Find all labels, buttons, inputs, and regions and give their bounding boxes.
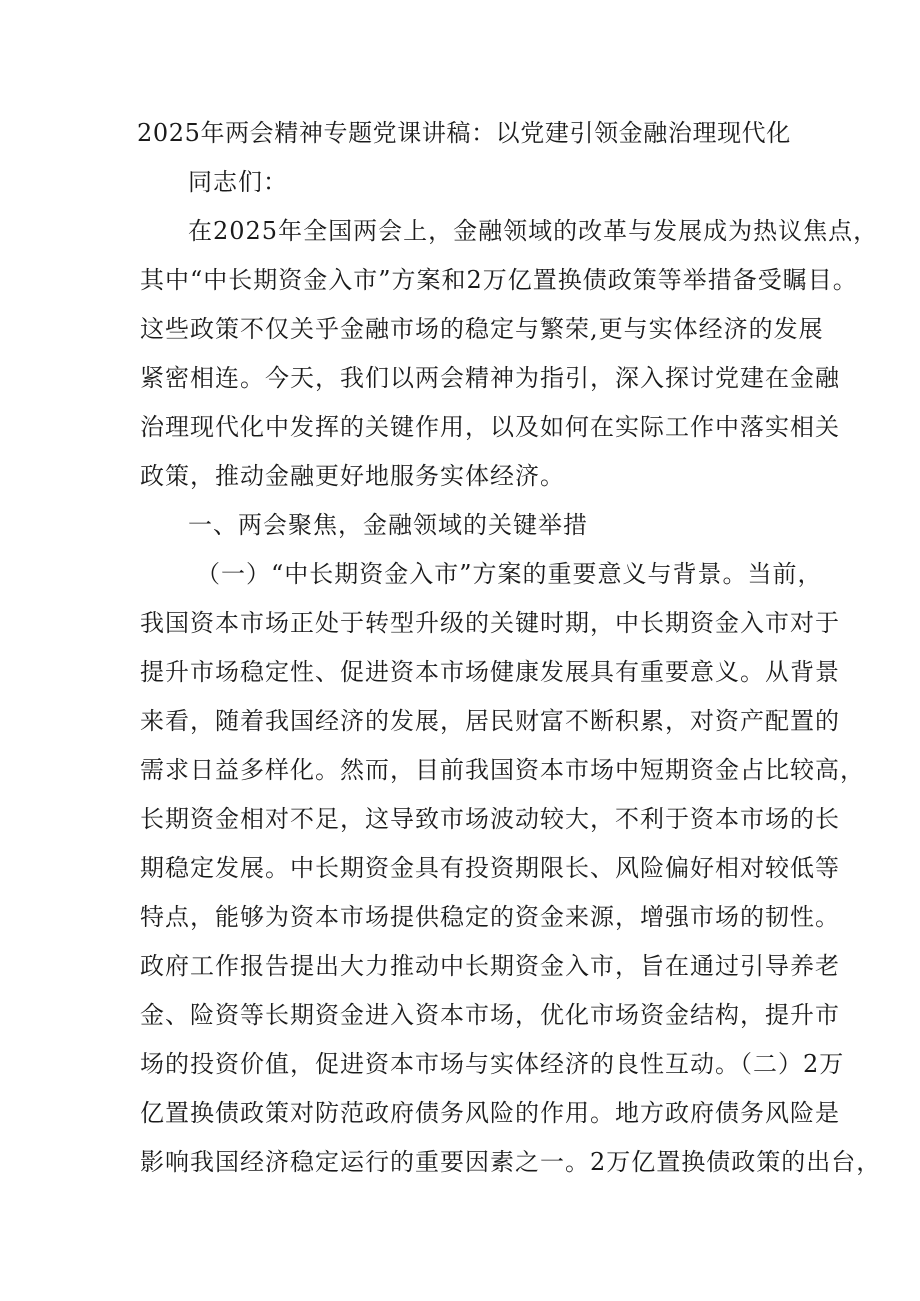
paragraph-line: （一）“中长期资金入市”方案的重要意义与背景。当前， — [196, 560, 823, 588]
greeting: 同志们： — [188, 168, 288, 196]
paragraph-line: 紧密相连。今天，我们以两会精神为指引，深入探讨党建在金融 — [140, 364, 840, 392]
section-heading: 一、两会聚焦，金融领域的关键举措 — [188, 511, 588, 539]
paragraph-line: 这些政策不仅关乎金融市场的稳定与繁荣,更与实体经济的发展 — [140, 315, 824, 343]
paragraph-line: 在2025年全国两会上，金融领域的改革与发展成为热议焦点， — [188, 217, 879, 245]
paragraph-line: 治理现代化中发挥的关键作用，以及如何在实际工作中落实相关 — [140, 413, 840, 441]
paragraph-line: 场的投资价值，促进资本市场与实体经济的良性互动。（二）2万 — [140, 1050, 845, 1078]
paragraph-line: 亿置换债政策对防范政府债务风险的作用。地方政府债务风险是 — [140, 1099, 840, 1127]
paragraph-line: 政策，推动金融更好地服务实体经济。 — [140, 462, 565, 490]
paragraph-line: 长期资金相对不足，这导致市场波动较大，不利于资本市场的长 — [140, 805, 840, 833]
paragraph-line: 来看，随着我国经济的发展，居民财富不断积累，对资产配置的 — [140, 707, 840, 735]
paragraph-line: 特点，能够为资本市场提供稳定的资金来源，增强市场的韧性。 — [140, 903, 840, 931]
paragraph-line: 提升市场稳定性、促进资本市场健康发展具有重要意义。从背景 — [140, 658, 840, 686]
paragraph-line: 影响我国经济稳定运行的重要因素之一。2万亿置换债政策的出台， — [140, 1148, 882, 1176]
paragraph-line: 期稳定发展。中长期资金具有投资期限长、风险偏好相对较低等 — [140, 854, 840, 882]
document-title: 2025年两会精神专题党课讲稿：以党建引领金融治理现代化 — [137, 119, 791, 147]
paragraph-line: 需求日益多样化。然而，目前我国资本市场中短期资金占比较高， — [140, 756, 865, 784]
paragraph-line: 其中“中长期资金入市”方案和2万亿置换债政策等举措备受瞩目。 — [140, 266, 858, 294]
paragraph-line: 政府工作报告提出大力推动中长期资金入市，旨在通过引导养老 — [140, 952, 840, 980]
paragraph-line: 我国资本市场正处于转型升级的关键时期，中长期资金入市对于 — [140, 609, 840, 637]
paragraph-line: 金、险资等长期资金进入资本市场，优化市场资金结构，提升市 — [140, 1001, 840, 1029]
